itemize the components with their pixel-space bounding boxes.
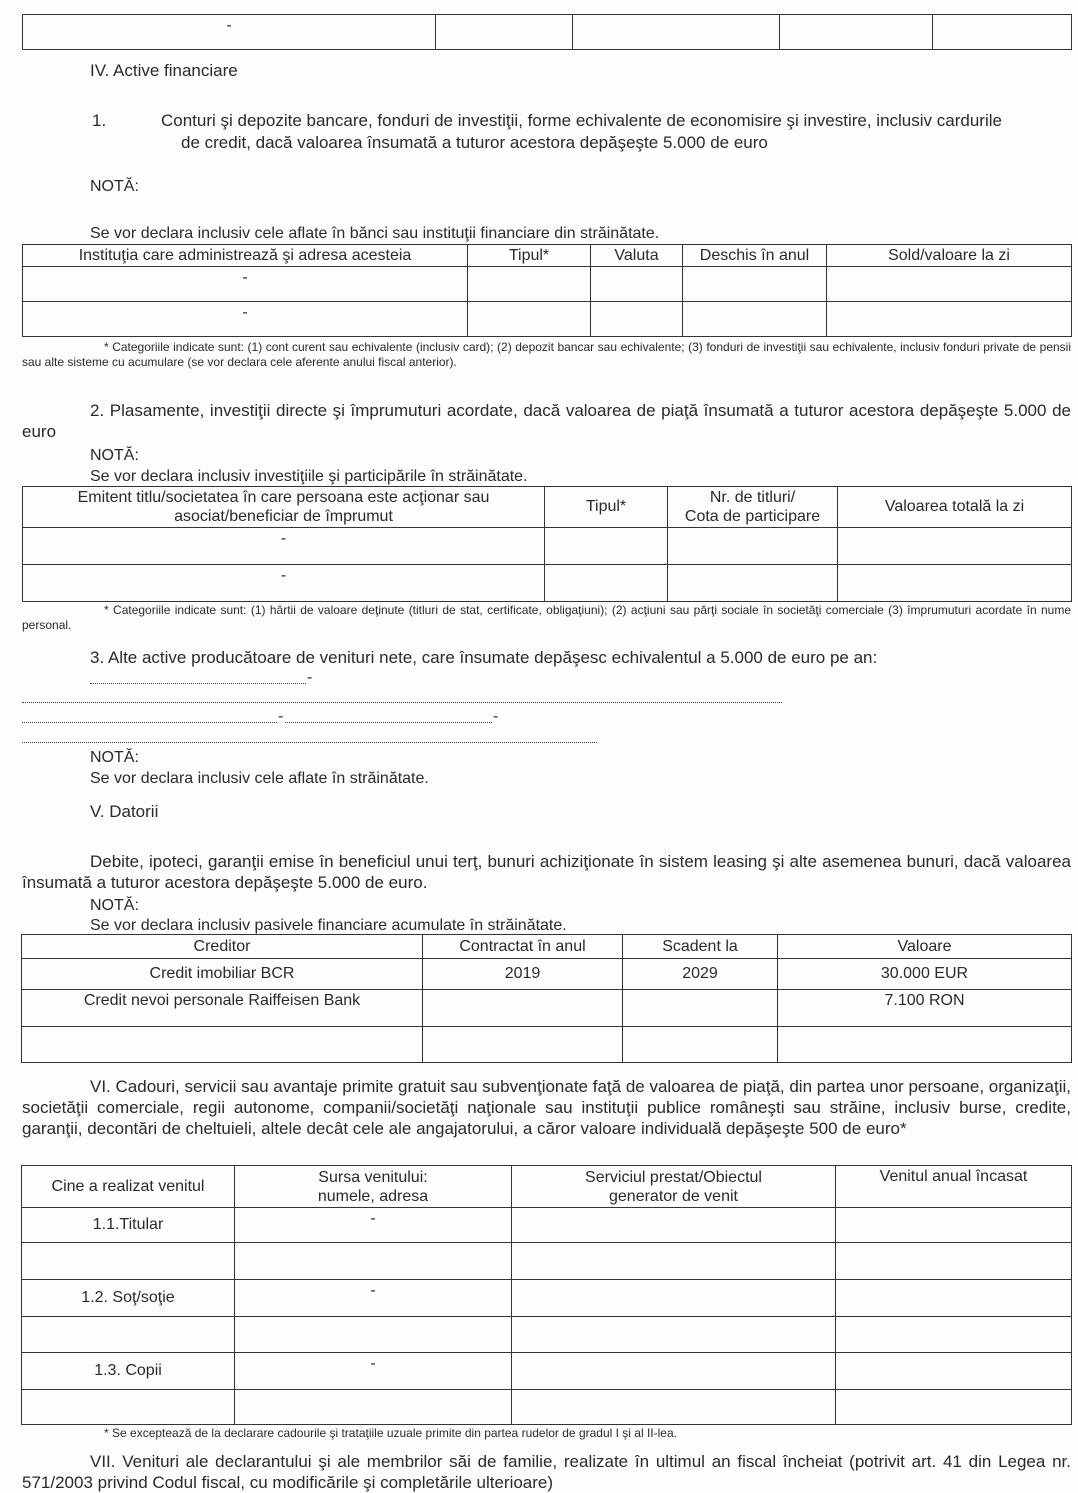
column-header: asociat/beneficiar de împrumut [174, 508, 393, 525]
section-iv-title: IV. Active financiare [90, 61, 238, 80]
dotted-line [22, 741, 597, 743]
nota-label: NOTĂ: [90, 749, 139, 766]
footnote-1: * Categoriile indicate sunt: (1) cont curent sau echivalente (inclusiv card); (2) depozit bancar sau echivalente; (3) fonduri de investiţii sau echivalente, inclusiv fonduri private de pensii sau alte sisteme cu acumulare (se vor declara cele aferente anului fiscal anterior). [22, 340, 1071, 369]
table-row: - [23, 302, 1072, 337]
table-row [22, 1353, 1072, 1390]
dotted-line [285, 721, 492, 723]
section-v-title: V. Datorii [90, 802, 159, 821]
note-text: Se vor declara inclusiv investiţiile şi participările în străinătate. [90, 468, 528, 485]
dotted-line [90, 682, 306, 684]
column-header: Cine a realizat venitul [22, 1166, 235, 1208]
table-row [22, 959, 1072, 990]
dotted-line [22, 721, 277, 723]
column-header: Contractat în anul [423, 935, 623, 959]
gifts-table [21, 1165, 1072, 1425]
column-header: Nr. de titluri/ [709, 489, 796, 506]
table-row [22, 1243, 1072, 1280]
table-row: - [23, 528, 1072, 565]
table-row [22, 1027, 1072, 1063]
item-1-line1: Conturi şi depozite bancare, fonduri de investiţii, forme echivalente de economisire şi investire, inclusiv cardurile [161, 111, 1002, 130]
column-header: Valoarea totală la zi [838, 487, 1072, 528]
value-cell: 7.100 RON [778, 990, 1072, 1027]
nota-label: NOTĂ: [90, 897, 139, 914]
nota-label: NOTĂ: [90, 178, 139, 195]
who-cell: 1.1.Titular [22, 1208, 235, 1243]
column-header: Valuta [591, 245, 683, 267]
note-text: Se vor declara inclusiv pasivele financiare acumulate în străinătate. [90, 917, 567, 934]
value-cell: 30.000 EUR [778, 959, 1072, 990]
source-cell: - [235, 1280, 512, 1317]
section-v-text: Debite, ipoteci, garanţii emise în beneficiul unui terţ, bunuri achiziţionate în sistem leasing şi alte asemenea bunuri, dacă valoarea însumată a tuturor acestora depăşeşte 5.000 de euro. [22, 852, 1071, 892]
table-row [22, 1390, 1072, 1425]
due-cell [623, 990, 778, 1027]
who-cell: 1.3. Copii [22, 1353, 235, 1390]
column-header: Venitul anual încasat [836, 1166, 1072, 1208]
item-2-text: 2. Plasamente, investiţii directe şi împrumuturi acordate, dacă valoarea de piaţă însumată a tuturor acestora depăşeşte 5.000 de euro [22, 401, 1071, 441]
dash-mark: - [278, 708, 284, 725]
table-row: - [23, 565, 1072, 602]
column-header: Scadent la [623, 935, 778, 959]
who-cell: 1.2. Soţ/soţie [22, 1280, 235, 1317]
footnote-2: * Categoriile indicate sunt: (1) hârtii de valoare deţinute (titluri de stat, certificate, obligaţiuni); (2) acţiuni sau părţi sociale în societăţi comerciale (3) împrumuturi acordate în nume personal. [22, 603, 1071, 632]
creditor-cell: Credit imobiliar BCR [22, 959, 423, 990]
table-row [22, 1280, 1072, 1317]
footnote-3: * Se exceptează de la declarare cadourile şi trataţiile uzuale primite din partea rudelor de gradul I şi al II-lea. [104, 1426, 677, 1440]
investments-table [22, 486, 1072, 602]
dash-mark: - [493, 708, 499, 725]
source-cell: - [235, 1353, 512, 1390]
top-table [22, 14, 1072, 50]
column-header: Serviciul prestat/Obiectul [585, 1168, 762, 1186]
column-header: Tipul* [545, 487, 668, 528]
source-cell: - [235, 1208, 512, 1243]
column-header: Tipul* [468, 245, 591, 267]
column-header: numele, adresa [317, 1187, 429, 1205]
year-cell: 2019 [423, 959, 623, 990]
column-header: Sold/valoare la zi [827, 245, 1072, 267]
column-header: Deschis în anul [683, 245, 827, 267]
debts-table [21, 934, 1072, 1063]
column-header: generator de venit [609, 1187, 738, 1205]
column-header: Valoare [778, 935, 1072, 959]
dotted-line [22, 701, 782, 703]
note-text: Se vor declara inclusiv cele aflate în străinătate. [90, 770, 429, 787]
table-cell: - [23, 15, 436, 50]
item-1-number: 1. [92, 111, 107, 130]
creditor-cell: Credit nevoi personale Raiffeisen Bank [22, 990, 423, 1027]
section-vii-text: VII. Venituri ale declarantului şi ale membrilor săi de familie, realizate în ultimul an fiscal încheiat (potrivit art. 41 din Legea nr. 571/2003 privind Codul fiscal, cu modificările şi completările ulterioare) [22, 1452, 1071, 1492]
note-text: Se vor declara inclusiv cele aflate în bănci sau instituţii financiare din străinătate. [90, 225, 660, 242]
column-header: Emitent titlu/societatea în care persoana este acţionar sau [77, 489, 490, 506]
table-row [22, 990, 1072, 1027]
section-vi-text: VI. Cadouri, servicii sau avantaje primite gratuit sau subvenţionate faţă de valoarea de piaţă, din partea unor persoane, organizaţii, societăţii comerciale, regii autonome, companii/societăţi naţionale sau instituţii publice româneşti sau străine, inclusiv burse, credite, garanţii, decontări de cheltuieli, altele decât cele ale angajatorului, a căror valoare individuală depăşeşte 500 de euro* [22, 1077, 1071, 1138]
dash-mark: - [307, 669, 313, 686]
table-row: - [23, 267, 1072, 302]
column-header: Creditor [22, 935, 423, 959]
item-1-line2: de credit, dacă valoarea însumată a tuturor acestora depăşeşte 5.000 de euro [181, 133, 768, 152]
column-header: Cota de participare [684, 508, 821, 525]
table-row [22, 1317, 1072, 1353]
bank-accounts-table [22, 244, 1072, 337]
item-3-text: 3. Alte active producătoare de venituri nete, care însumate depăşesc echivalentul a 5.000 de euro pe an: [90, 648, 878, 667]
column-header: Instituţia care administrează şi adresa acesteia [23, 245, 468, 267]
column-header: Sursa venitului: [318, 1168, 428, 1186]
table-row [22, 1208, 1072, 1243]
due-cell: 2029 [623, 959, 778, 990]
year-cell [423, 990, 623, 1027]
nota-label: NOTĂ: [90, 447, 139, 464]
